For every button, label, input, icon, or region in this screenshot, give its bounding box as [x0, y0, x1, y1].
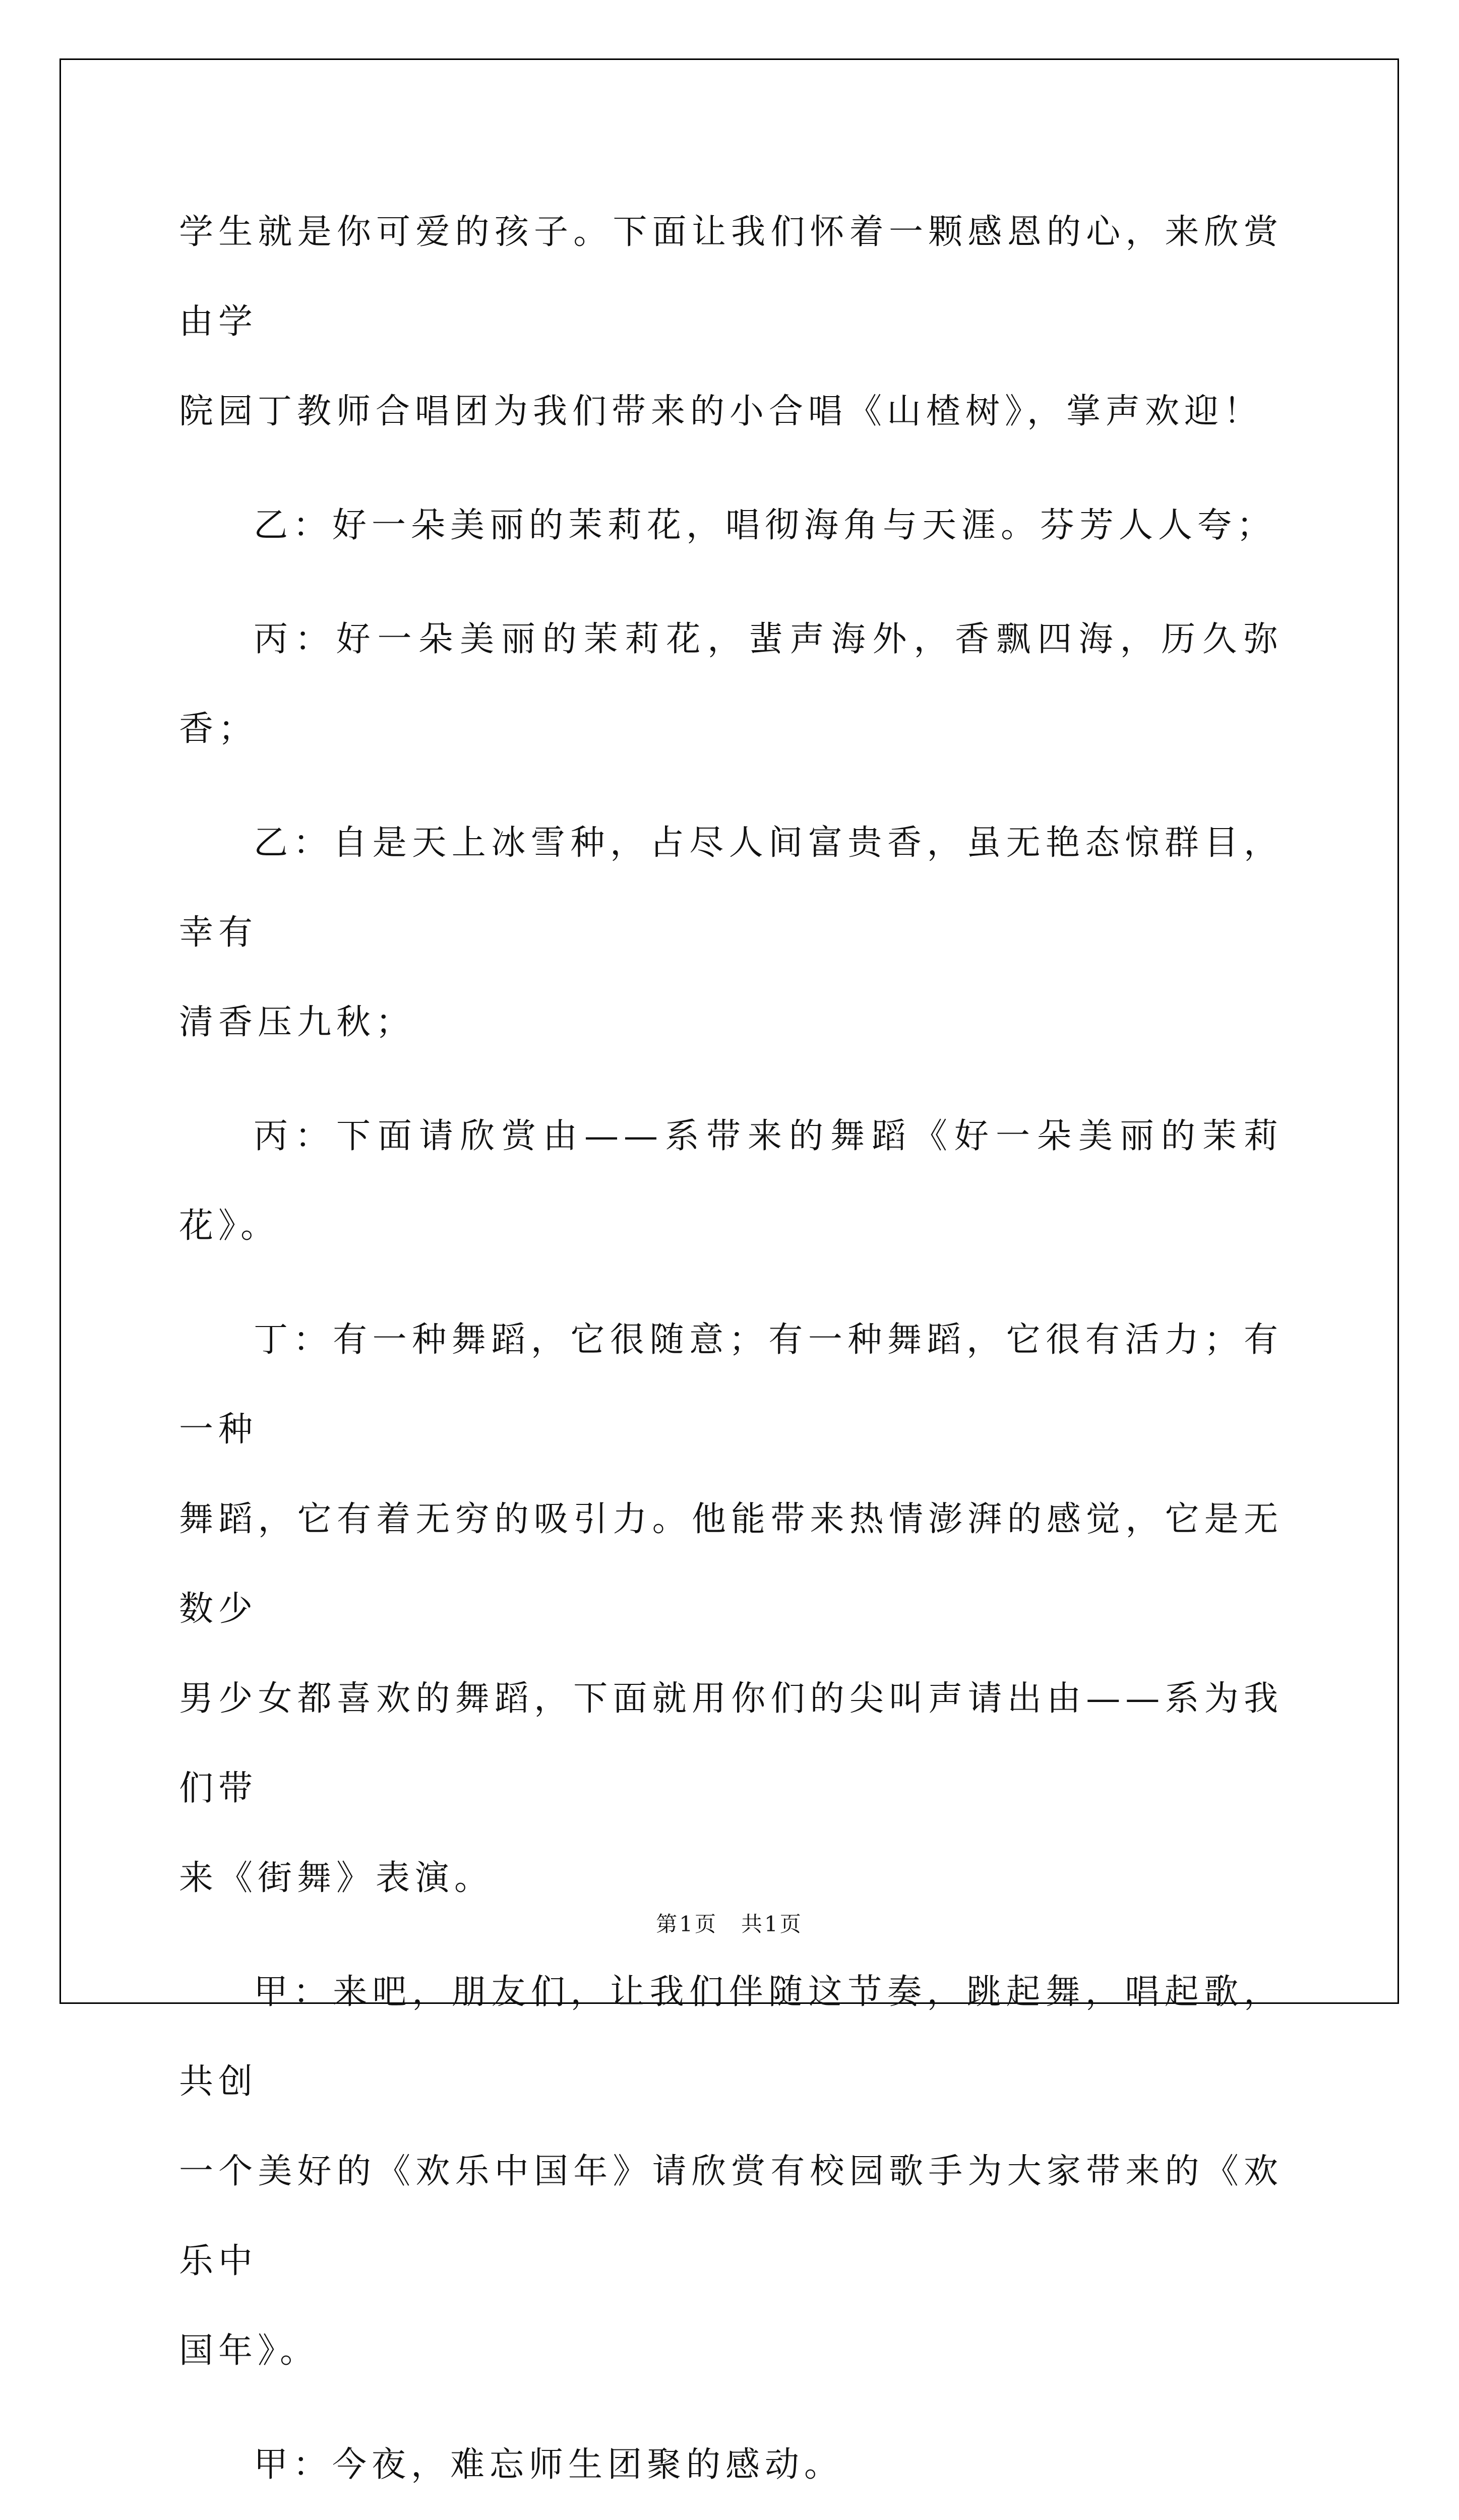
paragraph-5 — [179, 1092, 1283, 1271]
paragraph-4 — [179, 798, 1283, 1067]
paragraph-line: 国年》。 — [179, 2331, 320, 2371]
paragraph-line: 丙：好一朵美丽的茉莉花，蜚声海外，香飘四海，历久弥香； — [179, 619, 1283, 749]
paragraph-line: 甲：今夜，难忘师生团聚的感动。 — [254, 2445, 844, 2485]
paragraph-line: 乙：自是天上冰雪种，占尽人间富贵香，虽无艳态惊群目，幸有 — [179, 823, 1283, 953]
paragraph-line: 一个美好的《欢乐中国年》请欣赏有校园歌手为大家带来的《欢乐中 — [179, 2152, 1283, 2281]
paragraph-line: 丁：有一种舞蹈，它很随意；有一种舞蹈，它很有活力；有一种 — [179, 1320, 1283, 1450]
paragraph-2 — [179, 481, 1283, 571]
paragraph-line: 院园丁教师合唱团为我们带来的小合唱《山楂树》，掌声欢迎！ — [179, 392, 1263, 431]
paragraph-line: 来《街舞》表演。 — [179, 1858, 494, 1898]
paragraph-line: 丙：下面请欣赏由——系带来的舞蹈《好一朵美丽的茉莉花》。 — [179, 1116, 1283, 1246]
paragraph-line: 甲：来吧，朋友们，让我们伴随这节奏，跳起舞，唱起歌，共创 — [179, 1972, 1283, 2102]
paragraph-8 — [179, 2420, 1283, 2510]
paragraph-1 — [179, 187, 1283, 457]
paragraph-line: 男少女都喜欢的舞蹈，下面就用你们的尖叫声请出由——系为我们带 — [179, 1679, 1283, 1808]
paragraph-line: 舞蹈，它有着无穷的吸引力。他能带来热情澎湃的感觉，它是无数少 — [179, 1499, 1283, 1629]
paragraph-6 — [179, 1295, 1283, 1923]
document-body — [179, 187, 1283, 2520]
page-number-footer: 第1页 共1页 — [656, 1912, 803, 1936]
paragraph-3 — [179, 595, 1283, 774]
paragraph-line: 学生就是你可爱的孩子。下面让我们怀着一颗感恩的心，来欣赏由学 — [179, 212, 1283, 342]
paragraph-7 — [179, 1947, 1283, 2396]
paragraph-line: 清香压九秋； — [179, 1002, 415, 1042]
paragraph-line: 乙：好一朵美丽的茉莉花，唱彻海角与天涯。芬芳人人夸； — [254, 506, 1276, 545]
